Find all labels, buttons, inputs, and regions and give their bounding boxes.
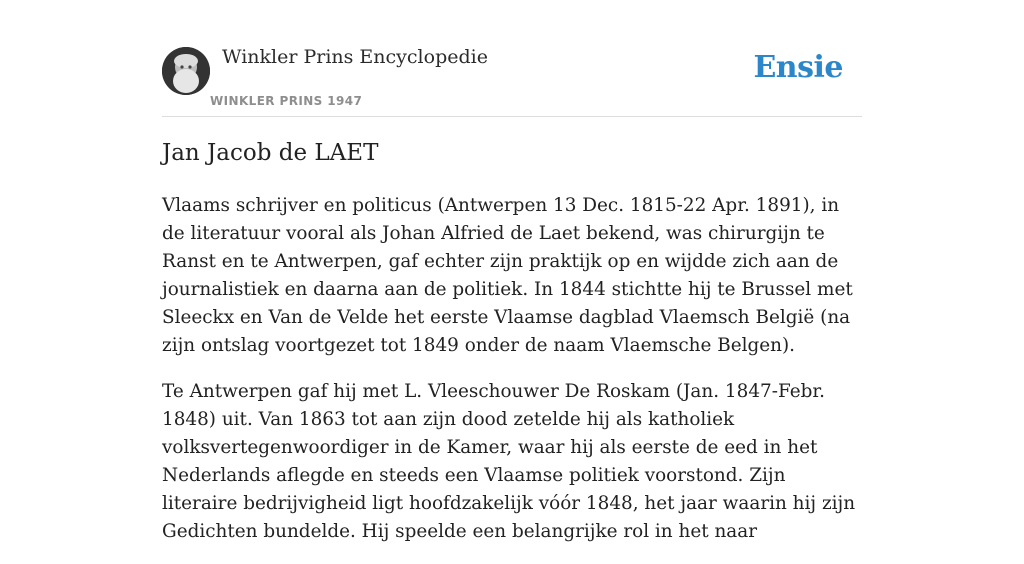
site-name[interactable]: Winkler Prins Encyclopedie [222, 46, 488, 68]
article-body [162, 192, 862, 564]
ensie-logo[interactable]: Ensie [753, 50, 843, 85]
avatar-portrait-icon [162, 47, 210, 95]
source-tag[interactable]: WINKLER PRINS 1947 [210, 94, 363, 108]
article-title: Jan Jacob de LAET [162, 140, 379, 166]
article-paragraph: Te Antwerpen gaf hij met L. Vleeschouwer De Roskam (Jan. 1847-Febr. 1848) uit. Van 1863 tot aan zijn dood zetelde hij als katholiek volksvertegenwoordiger in de Kamer, waar hij als eerste de eed in het Nederlands aflegde en steeds een Vlaamse politiek voorstond. Zijn literaire bedrijvigheid ligt hoofdzakelijk vóór 1848, het jaar waarin hij zijn Gedichten bundelde. Hij speelde een belangrijke rol in het naar [162, 381, 856, 542]
site-header [162, 0, 862, 117]
article-paragraph: Vlaams schrijver en politicus (Antwerpen 13 Dec. 1815-22 Apr. 1891), in de literatuur vooral als Johan Alfried de Laet bekend, was chirurgijn te Ranst en te Antwerpen, gaf echter zijn praktijk op en wijdde zich aan de journalistiek en daarna aan de politiek. In 1844 stichtte hij te Brussel met Sleeckx en Van de Velde het eerste Vlaamse dagblad Vlaemsch België (na zijn ontslag voortgezet tot 1849 onder de naam Vlaemsche Belgen). [162, 195, 853, 356]
author-avatar[interactable] [162, 47, 210, 95]
